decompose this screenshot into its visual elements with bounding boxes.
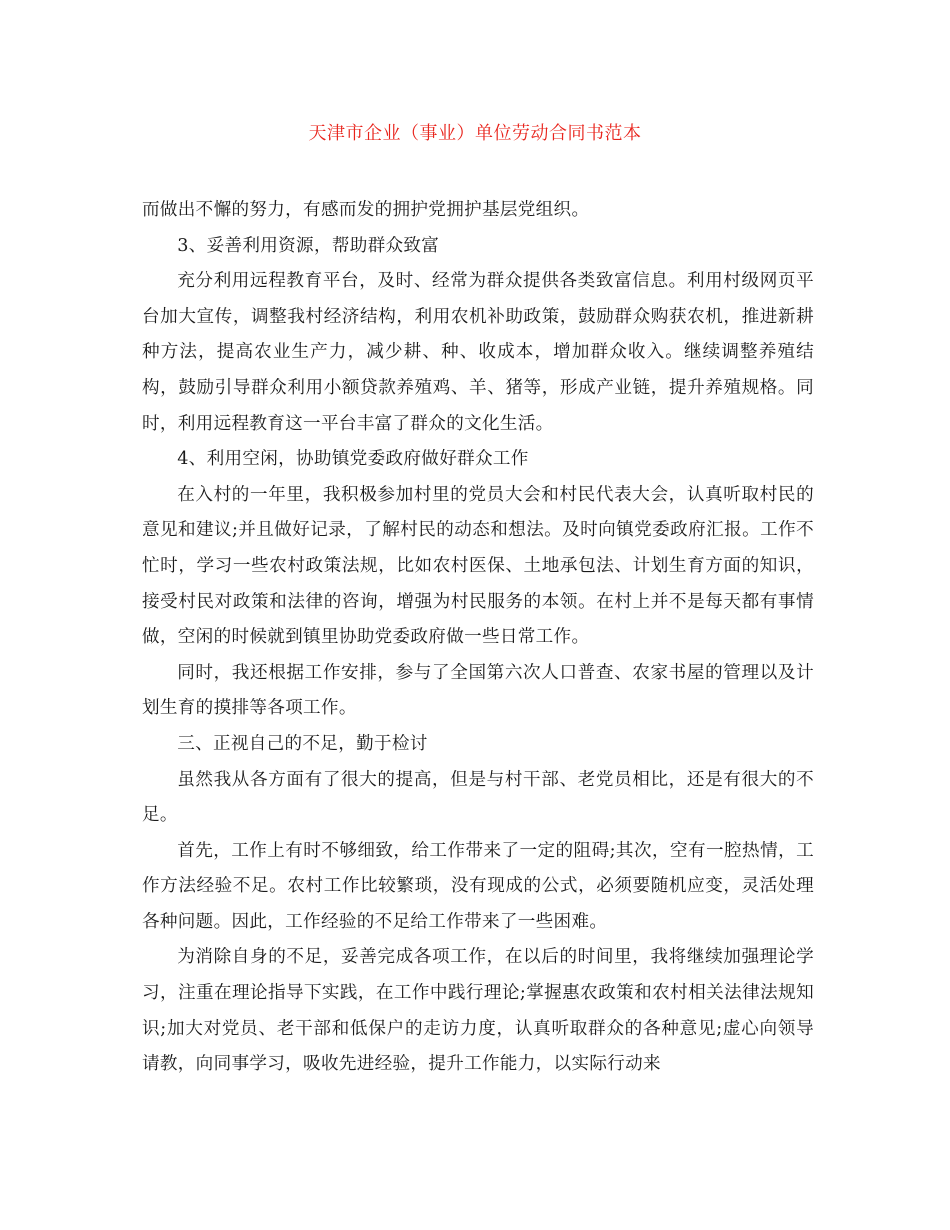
page-title: 天津市企业（事业）单位劳动合同书范本 [308, 123, 642, 144]
paragraph: 虽然我从各方面有了很大的提高，但是与村干部、老党员相比，还是有很大的不足。 [142, 769, 814, 826]
document-body [142, 193, 814, 1083]
section-heading-4: 4、利用空闲，协助镇党委政府做好群众工作 [177, 449, 529, 470]
section-heading-three: 三、正视自己的不足，勤于检讨 [177, 733, 428, 754]
paragraph: 同时，我还根据工作安排，参与了全国第六次人口普查、农家书屋的管理以及计划生育的摸排等各项工作。 [142, 662, 814, 719]
paragraph-continuation: 而做出不懈的努力，有感而发的拥护党拥护基层党组织。 [142, 200, 590, 220]
paragraph: 首先，工作上有时不够细致，给工作带来了一定的阻碍;其次，空有一腔热情，工作方法经验不足。农村工作比较繁琐，没有现成的公式，必须要随机应变，灵活处理各种问题。因此，工作经验的不足给工作带来了一些困难。 [142, 840, 814, 932]
section-heading-3: 3、妥善利用资源，帮助群众致富 [177, 235, 440, 256]
paragraph: 充分利用远程教育平台，及时、经常为群众提供各类致富信息。利用村级网页平台加大宣传，调整我村经济结构，利用农机补助政策，鼓励群众购获农机，推进新耕种方法，提高农业生产力，减少耕、种、收成本，增加群众收入。继续调整养殖结构，鼓励引导群众利用小额贷款养殖鸡、羊、猪等，形成产业链，提升养殖规格。同时，利用远程教育这一平台丰富了群众的文化生活。 [142, 271, 814, 434]
paragraph: 为消除自身的不足，妥善完成各项工作，在以后的时间里，我将继续加强理论学习，注重在理论指导下实践，在工作中践行理论;掌握惠农政策和农村相关法律法规知识;加大对党员、老干部和低保户的走访力度，认真听取群众的各种意见;虚心向领导请教，向同事学习，吸收先进经验，提升工作能力，以实际行动来 [142, 947, 814, 1075]
paragraph: 在入村的一年里，我积极参加村里的党员大会和村民代表大会，认真听取村民的意见和建议;并且做好记录，了解村民的动态和想法。及时向镇党委政府汇报。工作不忙时，学习一些农村政策法规，比如农村医保、土地承包法、计划生育方面的知识，接受村民对政策和法律的咨询，增强为村民服务的本领。在村上并不是每天都有事情做，空闲的时候就到镇里协助党委政府做一些日常工作。 [142, 484, 814, 648]
